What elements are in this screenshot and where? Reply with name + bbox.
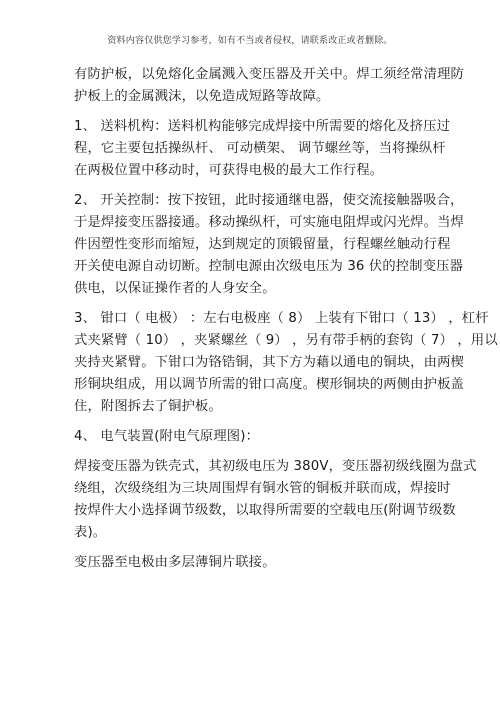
text-line: 式夹紧臂（ 10） ，夹紧螺丝（ 9） ，另有带手柄的套钩（ 7） ，用以: [74, 333, 498, 348]
text-line: 表)。: [74, 525, 107, 540]
text-line: 开关使电源自动切断。控制电源由次级电压为 36 伏的控制变压器: [74, 259, 464, 274]
paragraph-electrical-heading: [74, 426, 434, 448]
text-line: 程，它主要包括操纵杆、 可动横架、 调节螺丝等，当将操纵杆: [74, 141, 446, 156]
text-line: 绕组，次级绕组为三块周围焊有铜水管的铜板并联而成，焊接时: [74, 481, 451, 496]
header-disclaimer: 资料内容仅供您学习参考，如有不当或者侵权，请联系改正或者删除。: [107, 36, 393, 46]
text-line: 形铜块组成，用以调节所需的钳口高度。楔形铜块的两侧由护板盖: [74, 377, 464, 392]
paragraph-feed-mechanism: [74, 116, 451, 182]
text-line: 在两极位置中移动时，可获得电极的最大工作行程。: [74, 163, 384, 178]
text-line: 有防护板，以免熔化金属溅入变压器及开关中。焊工须经常清理防: [74, 67, 464, 82]
text-line: 供电，以保证操作者的人身安全。: [74, 281, 276, 296]
paragraph-copper-connection: [74, 552, 434, 574]
text-line: 1、 送料机构：送料机构能够完成焊接中所需要的熔化及挤压过: [74, 119, 451, 134]
text-line: 护板上的金属溅沫，以免造成短路等故障。: [74, 89, 330, 104]
text-line: 4、 电气装置(附电气原理图)：: [74, 429, 260, 444]
text-line: 件因塑性变形而缩短，达到规定的顶锻留量，行程螺丝触动行程: [74, 237, 451, 252]
text-line: 于是焊接变压器接通。移动操纵杆，可实施电阻焊或闪光焊。当焊: [74, 215, 464, 230]
text-line: 住，附图拆去了铜护板。: [74, 399, 222, 414]
paragraph-protection-plate: [74, 64, 464, 108]
text-line: 夹持夹紧臂。下钳口为铬锆铜，其下方为藉以通电的铜块，由两楔: [74, 355, 464, 370]
paragraph-transformer: [74, 456, 477, 544]
text-line: 2、 开关控制：按下按钮，此时接通继电器，使交流接触器吸合，: [74, 193, 464, 208]
paragraph-clamp-electrode: [74, 308, 498, 418]
paragraph-switch-control: [74, 190, 464, 300]
document-body: [74, 64, 498, 574]
text-line: 按焊件大小选择调节级数，以取得所需要的空载电压(附调节级数: [74, 503, 456, 518]
text-line: 焊接变压器为铁壳式，其初级电压为 380V，变压器初级线圈为盘式: [74, 459, 477, 474]
text-line: 变压器至电极由多层薄铜片联接。: [74, 555, 276, 570]
text-line: 3、 钳口（ 电极） ：左右电极座（ 8） 上装有下钳口（ 13） ，杠杆: [74, 311, 489, 326]
